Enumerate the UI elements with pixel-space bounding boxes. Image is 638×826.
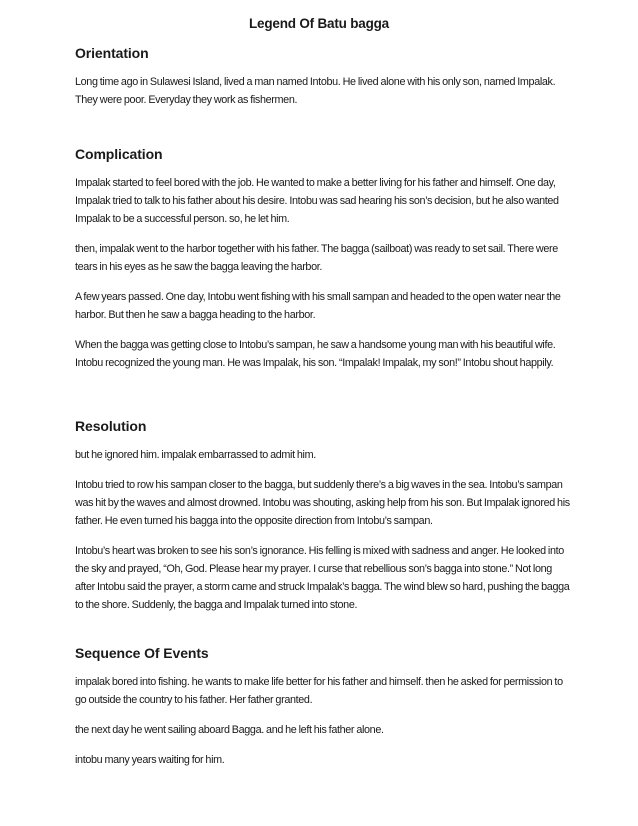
paragraph: Long time ago in Sulawesi Island, lived a man named Intobu. He lived alone with his only son, named Impalak. They were poor. Everyday they work as fishermen. [75,76,556,106]
paragraph: but he ignored him. impalak embarrassed to admit him. [75,449,316,461]
section-heading: Complication [75,146,163,162]
section-orientation [75,45,570,121]
section-heading: Resolution [75,418,147,434]
paragraph: intobu many years waiting for him. [75,754,225,766]
paragraph: When the bagga was getting close to Intobu’s sampan, he saw a handsome young man with his beautiful wife. Intobu recognized the young man. He was Impalak, his son. “Impalak! Impalak, my son!” Intobu shout happily. [75,339,556,369]
paragraph: impalak bored into fishing. he wants to make life better for his father and himself. then he asked for permission to go outside the country to his father. Her father granted. [75,676,563,706]
paragraph: A few years passed. One day, Intobu went fishing with his small sampan and headed to the open water near the harbor. But then he saw a bagga heading to the harbor. [75,291,561,321]
section-heading: Sequence Of Events [75,645,209,661]
document-title: Legend Of Batu bagga [248,16,389,31]
paragraph: Intobu tried to row his sampan closer to the bagga, but suddenly there’s a big waves in the sea. Intobu’s sampan was hit by the waves and almost drowned. Intobu was shouting, asking help from his son. But Impalak ignored his father. He even turned his bagga into the opposite direction from Intobu’s sampan. [75,479,570,527]
paragraph: the next day he went sailing aboard Bagga. and he left his father alone. [75,724,384,736]
section-resolution [75,418,570,626]
paragraph: then, impalak went to the harbor together with his father. The bagga (sailboat) was ready to set sail. There were tears in his eyes as he saw the bagga leaving the harbor. [75,243,558,273]
section-sequence-of-events [75,645,570,781]
paragraph: Impalak started to feel bored with the job. He wanted to make a better living for his father and himself. One day, Impalak tried to talk to his father about his desire. Intobu was sad hearing his son’s decision, but he also wanted Impalak to be a successful person. so, he let him. [75,177,559,225]
section-complication [75,146,570,384]
paragraph: Intobu’s heart was broken to see his son’s ignorance. His felling is mixed with sadness and anger. He looked into the sky and prayed, “Oh, God. Please hear my prayer. I curse that rebellious son’s bagga into stone.” Not long after Intobu said the prayer, a storm came and struck Impalak’s bagga. The wind blew so hard, pushing the bagga to the shore. Suddenly, the bagga and Impalak turned into stone. [75,545,570,611]
section-heading: Orientation [75,45,149,61]
